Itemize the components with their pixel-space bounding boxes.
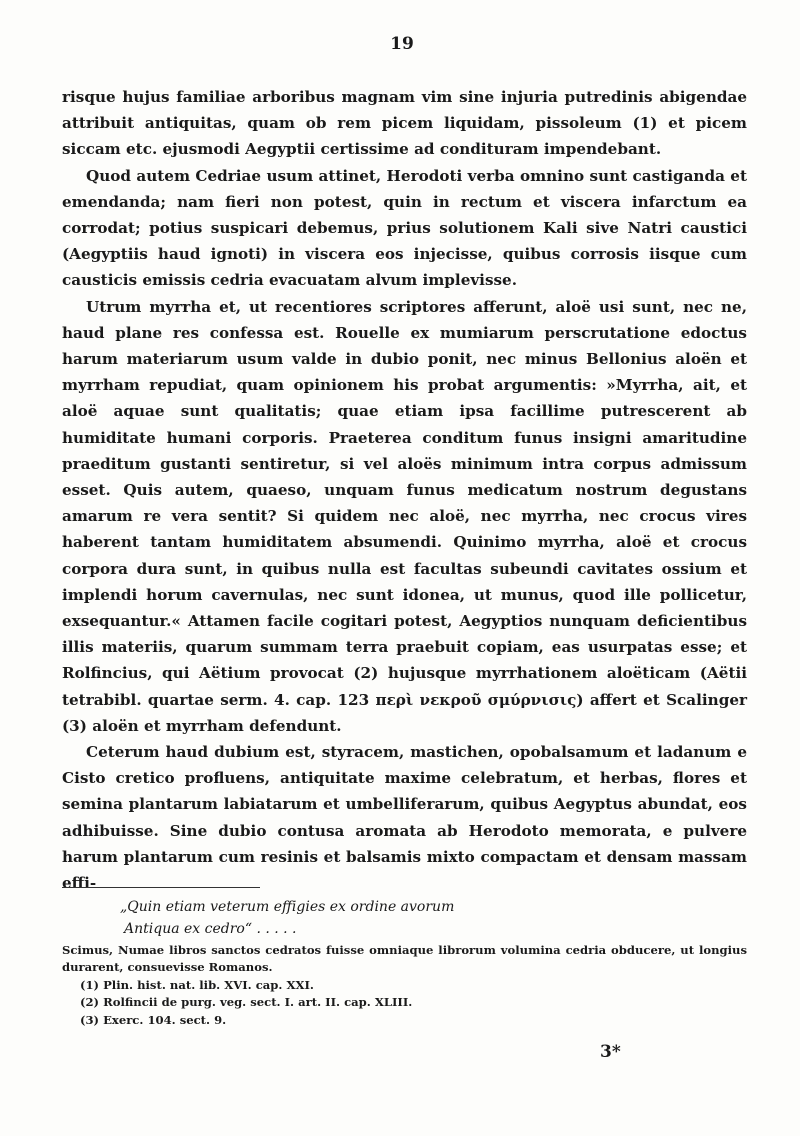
verse-line-1: „Quin etiam veterum effigies ex ordine avorum <box>120 899 455 915</box>
paragraph-4: Ceterum haud dubium est, styracem, mastichen, opobalsamum et ladanum e Cisto cretico profluens, antiquitate maxime celebratum, et herbas, flores et semina plantarum labiatarum et umbelliferarum, quibus Aegyptus abundat, eos adhibuisse. Sine dubio contusa aromata ab Herodoto memorata, e pulvere harum plantarum cum resinis et balsamis mixto compactam et densam massam effi- <box>62 743 747 893</box>
paragraph-3: Utrum myrrha et, ut recentiores scriptores afferunt, aloë usi sunt, nec ne, haud plane res confessa est. Rouelle ex mumiarum perscrutatione edoctus harum materiarum usum valde in dubio ponit, nec minus Bellonius aloën et myrrham repudiat, quam opinionem his probat argumentis: »Myrrha, ait, et aloë aquae sunt qualitatis; quae etiam ipsa facillime putrescerent ab humiditate humani corporis. Praeterea conditum funus insigni amaritudine praeditum gustanti sentiretur, si vel aloës minimum intra corpus admissum esset. Quis autem, quaeso, unquam funus medicatum nostrum degustans amarum re vera sentit? Si quidem nec aloë, nec myrrha, nec crocus vires haberent tantam humiditatem absumendi. Quinimo myrrha, aloë et crocus corpora dura sunt, in quibus nulla est facultas subeundi cavitates ossium et implendi horum cavernulas, nec sunt idonea, ut munus, quod ille pollicetur, exsequantur.« Attamen facile cogitari potest, Aegyptios nunquam deficientibus illis materiis, quarum summam terra praebuit copiam, eas usurpatas esse; et Rolfincius, qui Aëtium provocat (2) hujusque myrrhationem aloëticam (Aëtii tetrabibl. quartae serm. 4. cap. 123 περὶ νεκροῦ σμύρνισις) affert et Scalinger (3) aloën et myrrham defendunt. <box>62 297 747 735</box>
footnote-intro: Scimus, Numae libros sanctos cedratos fuisse omniaque librorum volumina cedria obducere, ut longius durarent, consuevisse Romanos. <box>62 943 747 975</box>
verse-line-2: Antiqua ex cedro“ . . . . . <box>124 921 297 937</box>
page-number: 19 <box>390 34 414 54</box>
main-text <box>62 84 747 896</box>
footnote-3: (3) Exerc. 104. sect. 9. <box>80 1012 227 1027</box>
footnote-divider <box>62 887 260 888</box>
footnote-2: (2) Rolfincii de purg. veg. sect. I. art. II. cap. XLIII. <box>80 995 413 1010</box>
footnote-1: (1) Plin. hist. nat. lib. XVI. cap. XXI. <box>80 977 314 992</box>
footnotes <box>62 942 747 1029</box>
paragraph-2: Quod autem Cedriae usum attinet, Herodoti verba omnino sunt castiganda et emendanda; nam fieri non potest, quin in rectum et viscera infarctum ea corrodat; potius suspicari debemus, prius solutionem Kali sive Natri caustici (Aegyptiis haud ignoti) in viscera eos injecisse, quibus corrosis iisque cum causticis emissis cedria evacuatam alvum implevisse. <box>62 166 747 290</box>
paragraph-1: risque hujus familiae arboribus magnam vim sine injuria putredinis abigendae attribuit antiquitas, quam ob rem picem liquidam, pissoleum (1) et picem siccam etc. ejusmodi Aegyptii certissime ad condituram impendebant. <box>62 88 747 159</box>
verse-quotation <box>120 896 720 940</box>
signature-mark: 3* <box>600 1042 621 1062</box>
